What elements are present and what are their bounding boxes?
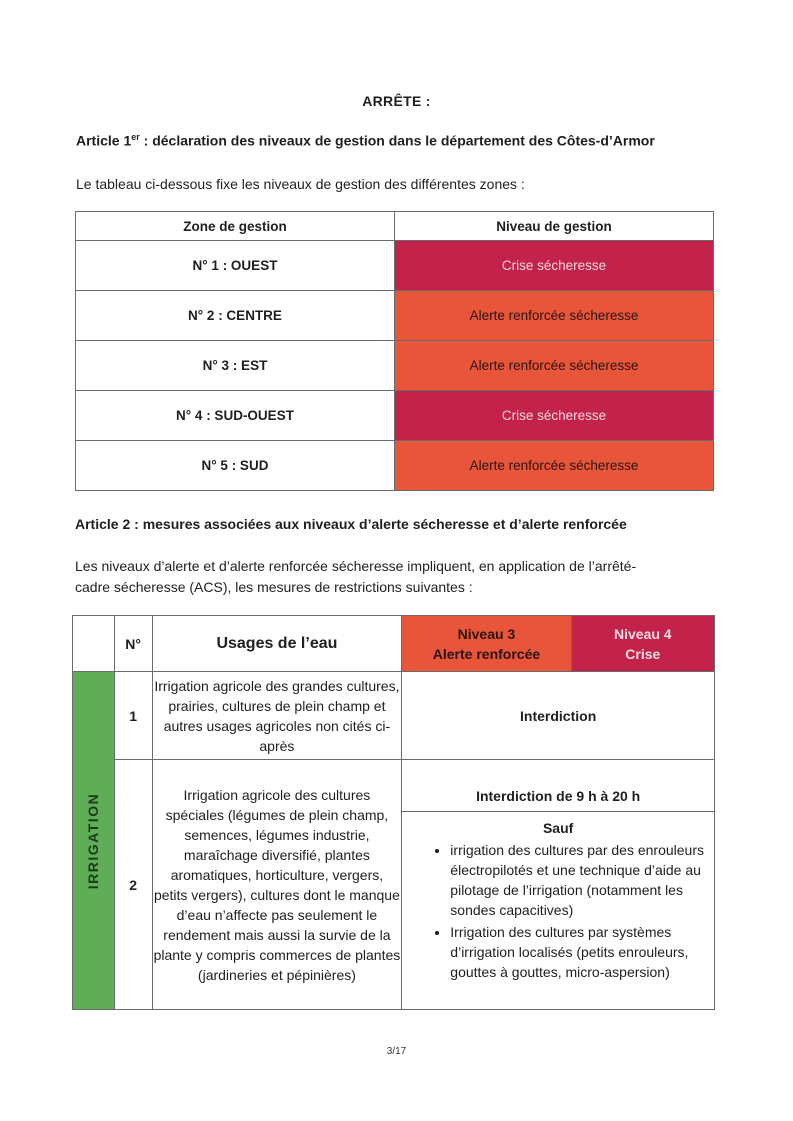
table-row [73, 760, 715, 1010]
article2-intro-line2: cadre sécheresse (ACS), les mesures de restrictions suivantes : [75, 579, 473, 595]
page-number: 3/17 [386, 1046, 407, 1057]
row-number: 1 [114, 672, 152, 760]
measure-cell [402, 760, 715, 1010]
zone-level: Alerte renforcée sécheresse [395, 341, 714, 391]
niveau4-line1: Niveau 4 [614, 625, 672, 642]
article2-intro [75, 556, 636, 598]
exceptions-list [402, 840, 714, 982]
header-empty [73, 616, 115, 672]
article1-title [76, 132, 655, 149]
category-irrigation [73, 672, 115, 1010]
niveau3-line2 [402, 644, 570, 664]
list-item: • irrigation des cultures par des enrouleurs électropilotés et une technique d’aide au pilotage de l’irrigation (notamment les sondes capacitives) [450, 840, 714, 920]
zone-name: N° 5 : SUD [76, 441, 395, 491]
header-niveau3 [402, 616, 571, 672]
decree-heading: ARRÊTE : [362, 93, 431, 109]
zone-level: Alerte renforcée sécheresse [395, 291, 714, 341]
zones-table [75, 211, 714, 491]
measure-interdiction: Interdiction [402, 672, 715, 760]
table-row [76, 391, 714, 441]
niveau3-line2-b: renforcée [476, 645, 541, 662]
header-niveau4 [571, 616, 714, 672]
list-item: • Irrigation des cultures par systèmes d’irrigation localisés (petits enrouleurs, gouttes à gouttes, micro-aspersion) [450, 922, 714, 982]
measure-head: Interdiction de 9 h à 20 h [402, 781, 714, 812]
article1-title-pre: Article 1 [76, 132, 132, 149]
niveau3-line1: Niveau 3 [457, 625, 516, 642]
zone-name: N° 3 : EST [76, 341, 395, 391]
table-row [76, 341, 714, 391]
category-label: IRRIGATION [85, 792, 102, 889]
header-usage: Usages de l’eau [152, 616, 402, 672]
niveau3-line2-a: Alerte [432, 645, 477, 662]
article1-intro: Le tableau ci-dessous fixe les niveaux de gestion des différentes zones : [76, 176, 525, 192]
table-row [73, 672, 715, 760]
usage-text: Irrigation agricole des cultures spéciales (légumes de plein champ, semences, légumes industrie, maraîchage diversifié, plantes aromatiques, horticulture, vergers, petits vergers), cultures dont le manque d’eau n’affecte pas seulement le rendement mais aussi la survie de la plante y compris commerces de plantes (jardineries et pépinières) [152, 760, 402, 1010]
zone-level: Crise sécheresse [395, 241, 714, 291]
zones-header-niveau: Niveau de gestion [395, 212, 714, 241]
zone-level: Alerte renforcée sécheresse [395, 441, 714, 491]
sauf-label: Sauf [542, 820, 574, 836]
zone-name: N° 2 : CENTRE [76, 291, 395, 341]
header-n: N° [114, 616, 152, 672]
table-row [76, 241, 714, 291]
article2-intro-line1: Les niveaux d’alerte et d’alerte renforcée sécheresse impliquent, en application de l’arrêté- [75, 558, 637, 574]
measures-table [72, 615, 715, 1010]
zone-name: N° 4 : SUD-OUEST [76, 391, 395, 441]
zones-header-zone: Zone de gestion [76, 212, 395, 241]
zone-level: Crise sécheresse [395, 391, 714, 441]
zone-name: N° 1 : OUEST [76, 241, 395, 291]
article2-title: Article 2 : mesures associées aux niveaux d’alerte sécheresse et d’alerte renforcée [75, 516, 627, 532]
table-row [76, 291, 714, 341]
row-number: 2 [114, 760, 152, 1010]
article1-title-sup: er [131, 132, 140, 142]
usage-text: Irrigation agricole des grandes cultures, prairies, cultures de plein champ et autres usages agricoles non cités ci-après [152, 672, 402, 760]
article1-title-post: : déclaration des niveaux de gestion dans le département des Côtes-d’Armor [139, 132, 655, 149]
niveau4-line2: Crise [625, 645, 661, 662]
table-row [76, 441, 714, 491]
